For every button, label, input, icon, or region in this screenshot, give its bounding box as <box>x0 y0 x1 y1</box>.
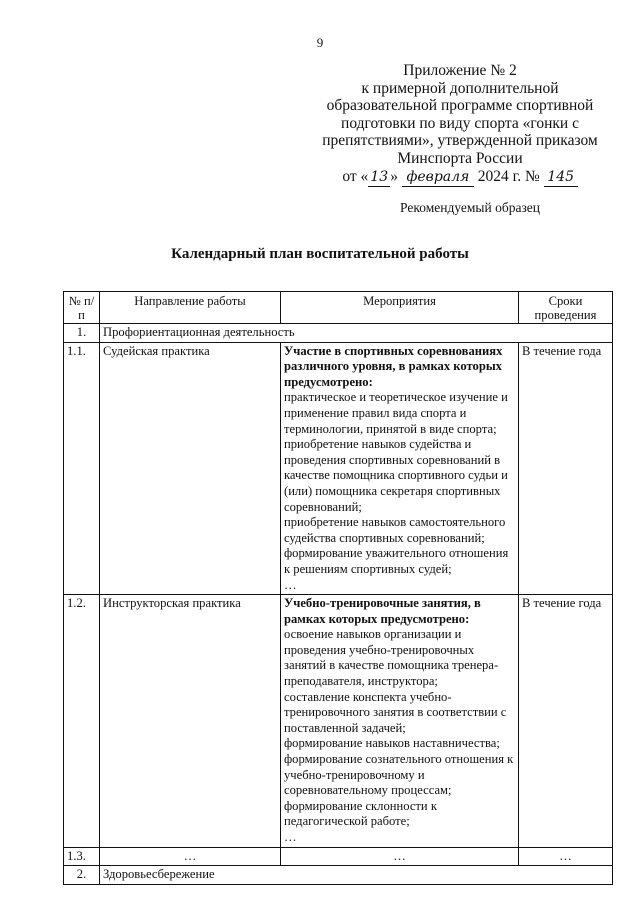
row-terms: … <box>519 847 613 866</box>
event-item: освоение навыков организации и проведения учебно-тренировочных занятий в качестве помощника тренера-преподавателя, инструктора; <box>284 627 499 689</box>
date-prefix: от « <box>342 167 369 185</box>
page-number: 9 <box>316 35 324 50</box>
document-title: Календарный план воспитательной работы <box>171 246 469 262</box>
handwritten-order-number: 145 <box>544 169 578 188</box>
date-year: 2024 г. № <box>477 167 540 185</box>
order-date-line <box>320 168 600 188</box>
handwritten-month: февраля <box>402 169 474 188</box>
events-lead: Участие в спортивных соревнованиях различного уровня, в рамках которых предусмотрено: <box>284 343 503 389</box>
section-row <box>64 324 613 343</box>
event-item: приобретение навыков судейства и проведения спортивных соревнований в качестве помощника спортивного судьи и (или) помощника секретаря спортивных соревнований; <box>284 437 508 514</box>
row-num: 1.3. <box>64 847 100 866</box>
events-lead: Учебно-тренировочные занятия, в рамках которых предусмотрено: <box>284 596 481 626</box>
event-item: … <box>284 577 297 592</box>
appendix-line: Минспорта России <box>397 149 523 167</box>
table-row <box>64 342 613 595</box>
recommended-sample-label: Рекомендуемый образец <box>400 200 541 215</box>
section-name: Профориентационная деятельность <box>100 324 613 343</box>
row-events <box>281 342 519 595</box>
row-num: 1.2. <box>64 595 100 848</box>
section-num: 1. <box>64 324 100 343</box>
appendix-line: Приложение № 2 <box>403 62 517 79</box>
header-num: № п/п <box>64 292 100 324</box>
row-direction: Судейская практика <box>100 342 281 595</box>
handwritten-day: 13 <box>368 169 390 188</box>
row-events <box>281 595 519 848</box>
section-row <box>64 866 613 885</box>
row-terms: В течение года <box>519 342 613 595</box>
header-terms: Сроки проведения <box>519 292 613 324</box>
section-name: Здоровьесбережение <box>100 866 613 885</box>
appendix-line: образовательной программе спортивной <box>326 97 594 115</box>
event-item: формирование склонности к педагогической работе; <box>284 798 437 829</box>
row-events: … <box>281 847 519 866</box>
event-item: формирование уважительного отношения к решениям спортивных судей; <box>284 546 509 576</box>
table-row <box>64 847 613 866</box>
date-mid: » <box>390 167 399 185</box>
table-header-row <box>64 292 613 324</box>
row-direction: … <box>100 847 281 866</box>
plan-table <box>63 291 613 885</box>
event-item: практическое и теоретическое изучение и применение правил вида спорта и терминологии, принятой в виде спорта; <box>284 390 508 436</box>
header-events: Мероприятия <box>281 292 519 324</box>
row-terms: В течение года <box>519 595 613 848</box>
appendix-line: препятствиями», утвержденной приказом <box>322 132 598 150</box>
event-item: формирование навыков наставничества; <box>284 736 500 751</box>
event-item: составление конспекта учебно-тренировочного занятия в соответствии с поставленной задачей; <box>284 689 507 735</box>
row-num: 1.1. <box>64 342 100 595</box>
header-direction: Направление работы <box>100 292 281 324</box>
appendix-line: подготовки по виду спорта «гонки с <box>341 114 579 132</box>
event-item: формирование сознательного отношения к учебно-тренировочному и соревновательному процессам; <box>284 752 514 798</box>
event-item: … <box>284 830 297 844</box>
event-item: приобретение навыков самостоятельного судейства спортивных соревнований; <box>284 515 506 545</box>
appendix-line: к примерной дополнительной <box>361 79 559 97</box>
section-num: 2. <box>64 866 100 885</box>
appendix-header <box>320 62 600 187</box>
row-direction: Инструкторская практика <box>100 595 281 848</box>
table-row <box>64 595 613 848</box>
